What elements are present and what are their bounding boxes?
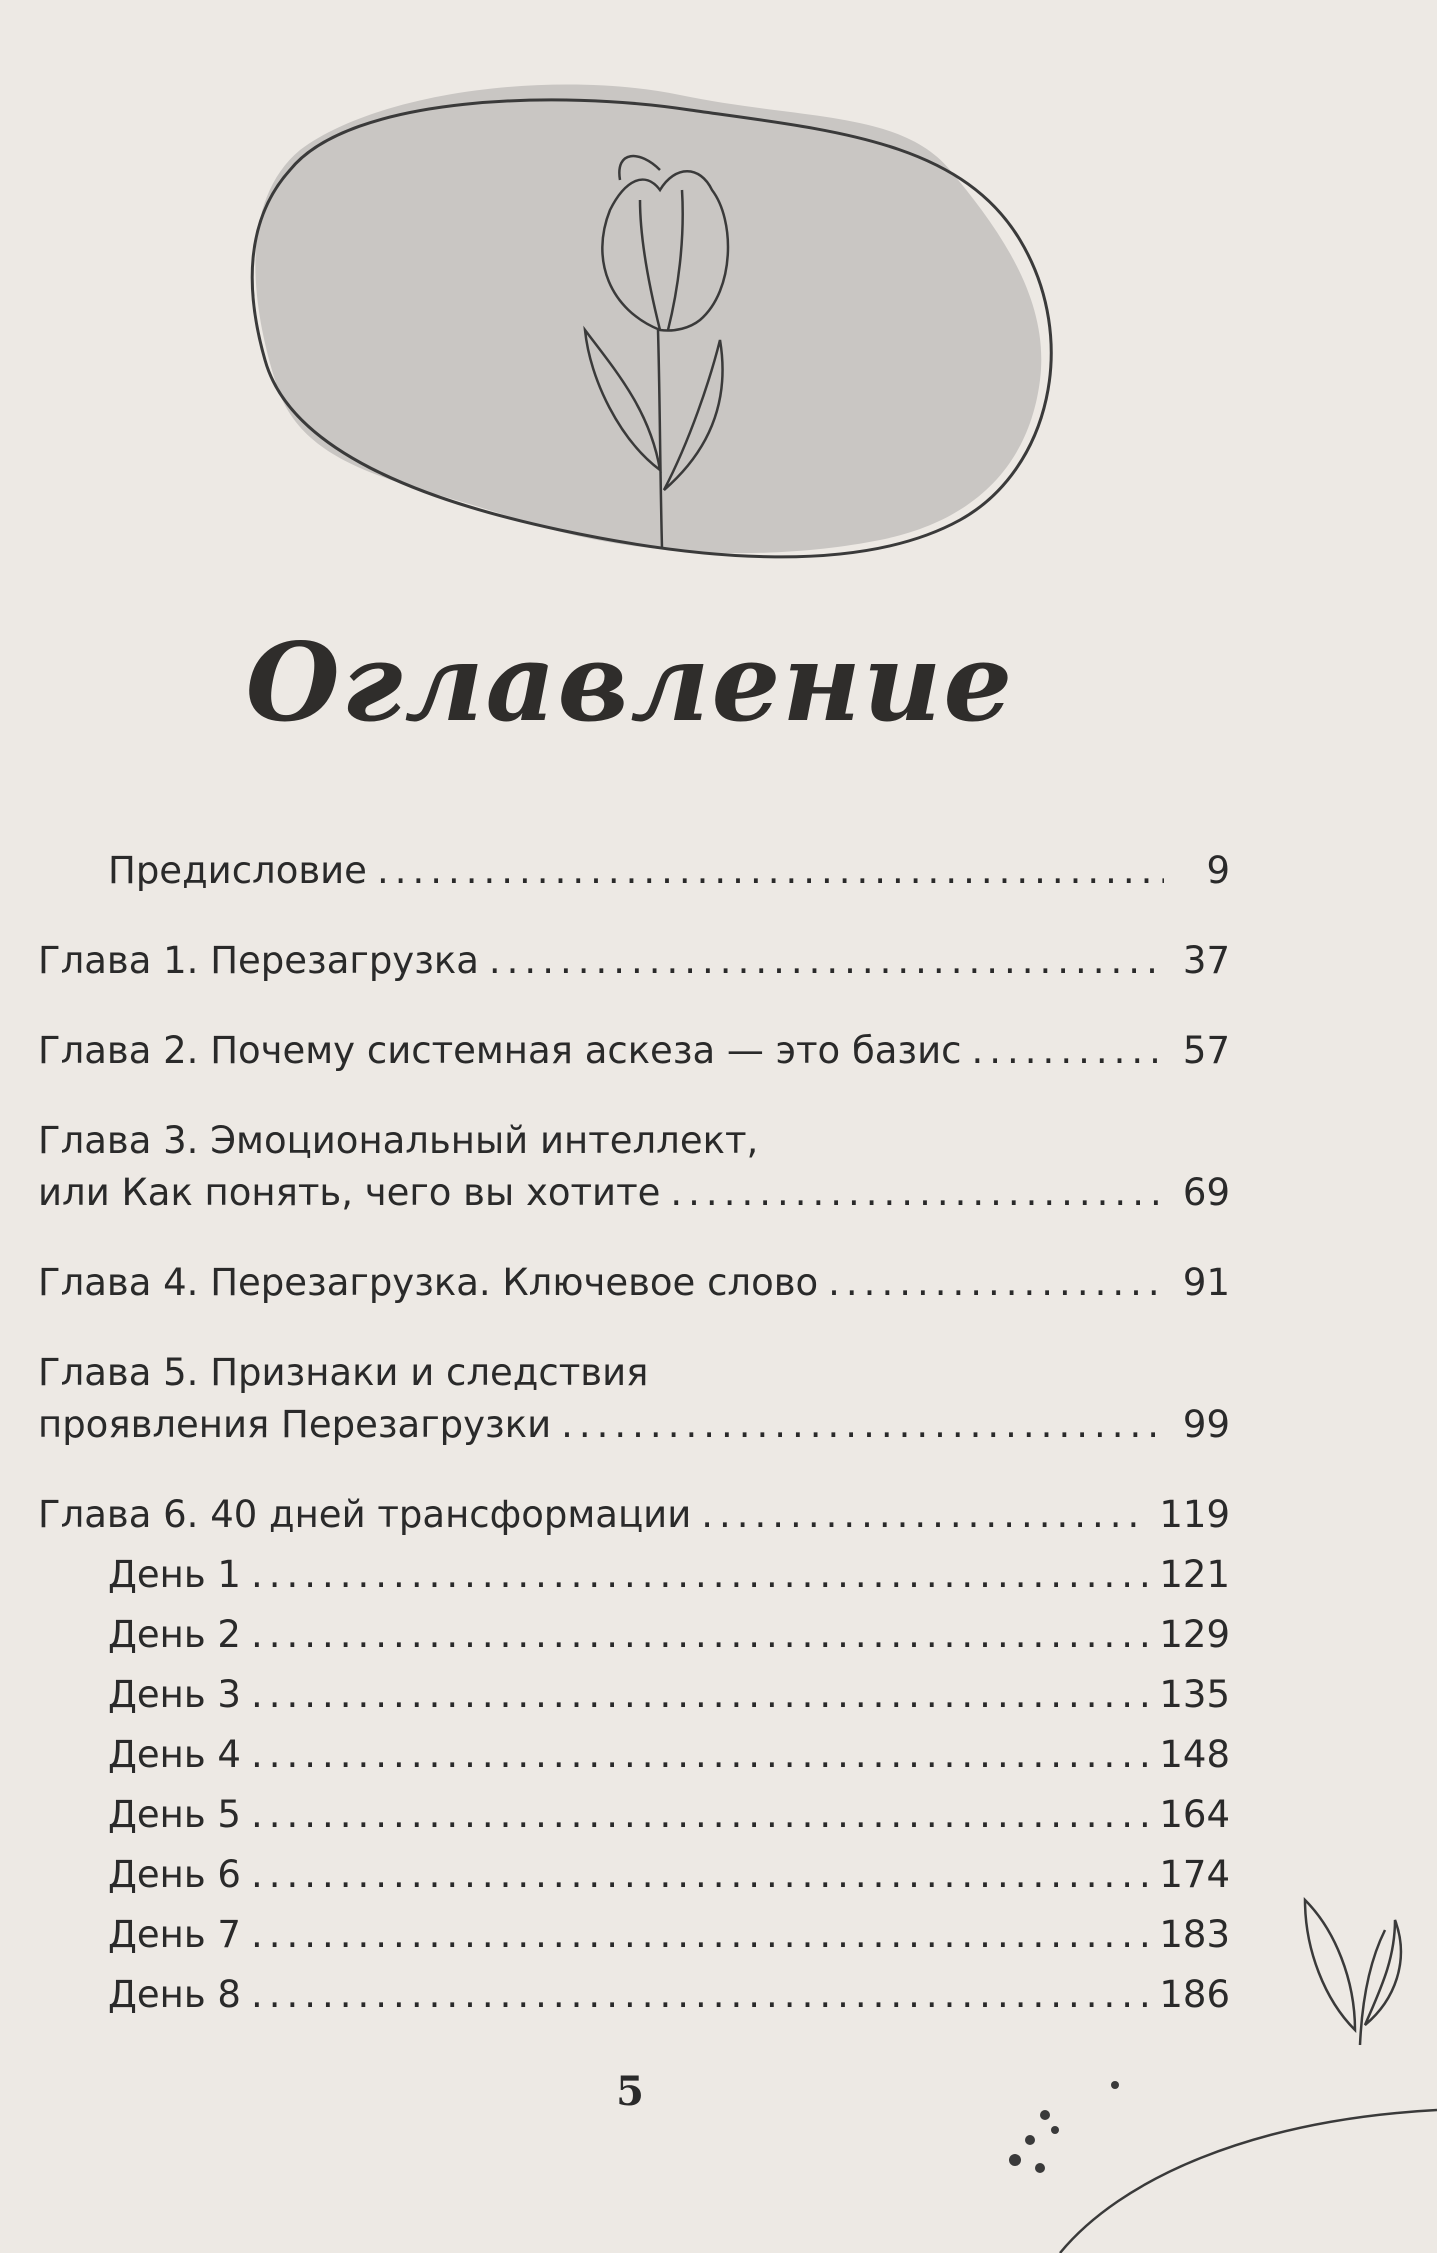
toc-page-number: 135 — [1159, 1673, 1230, 1716]
toc-entry[interactable] — [38, 1115, 1230, 1219]
toc-entry-line — [108, 1909, 1230, 1961]
toc-entry-line — [108, 1669, 1230, 1721]
toc-entry[interactable] — [38, 1489, 1230, 1541]
toc-entry-title: Глава 5. Признаки и следствия — [38, 1351, 649, 1394]
toc-entry[interactable] — [38, 935, 1230, 987]
toc-page-number: 129 — [1159, 1613, 1230, 1656]
dot-leader — [828, 1257, 1164, 1309]
dot-leader — [251, 1729, 1149, 1781]
toc-entry-line — [108, 1609, 1230, 1661]
toc-day-title: День 4 — [108, 1733, 241, 1776]
toc-entry-line — [38, 1115, 1230, 1167]
toc-day-title: День 2 — [108, 1613, 241, 1656]
dot-leader — [251, 1969, 1149, 2021]
dot-leader — [701, 1489, 1149, 1541]
toc-day-entry[interactable] — [38, 1609, 1230, 1661]
toc-entry-line — [38, 1025, 1230, 1077]
page-title: Оглавление — [245, 620, 1015, 746]
dot-leader — [561, 1399, 1164, 1451]
toc-entry-line — [108, 1849, 1230, 1901]
toc-entry-title: Глава 4. Перезагрузка. Ключевое слово — [38, 1261, 819, 1304]
toc-day-entry[interactable] — [38, 1849, 1230, 1901]
toc-day-title: День 6 — [108, 1853, 241, 1896]
toc-page-number: 57 — [1182, 1029, 1230, 1072]
toc-entry-line — [108, 1729, 1230, 1781]
dot-leader — [251, 1849, 1149, 1901]
toc-entry-line — [38, 1167, 1230, 1219]
toc-entry-line — [38, 1347, 1230, 1399]
toc-entry[interactable] — [38, 845, 1230, 897]
toc-entry[interactable] — [38, 1347, 1230, 1451]
toc-page-number: 99 — [1182, 1403, 1230, 1446]
toc-day-entry[interactable] — [38, 1669, 1230, 1721]
toc-day-entry[interactable] — [38, 1969, 1230, 2021]
toc-entry-line — [38, 1399, 1230, 1451]
toc-page-number: 119 — [1159, 1493, 1230, 1536]
dot-leader — [251, 1789, 1149, 1841]
leaf-sprig-icon — [1305, 1900, 1401, 2045]
toc-day-entry[interactable] — [38, 1549, 1230, 1601]
dot-leader — [251, 1669, 1149, 1721]
toc-entry-title: Предисловие — [108, 849, 367, 892]
toc-entry[interactable] — [38, 1025, 1230, 1077]
toc-page-number: 164 — [1159, 1793, 1230, 1836]
table-of-contents — [38, 845, 1230, 2021]
toc-day-title: День 5 — [108, 1793, 241, 1836]
toc-entry-line — [38, 1489, 1230, 1541]
toc-day-title: День 7 — [108, 1913, 241, 1956]
toc-entry-line — [108, 1789, 1230, 1841]
toc-day-title: День 1 — [108, 1553, 241, 1596]
toc-entry-title: Глава 3. Эмоциональный интеллект, — [38, 1119, 759, 1162]
toc-entry-line — [108, 1549, 1230, 1601]
toc-entry-line — [38, 1257, 1230, 1309]
toc-entry-line — [38, 845, 1230, 897]
toc-entry[interactable] — [38, 1257, 1230, 1309]
dot-leader — [972, 1025, 1164, 1077]
toc-day-title: День 3 — [108, 1673, 241, 1716]
toc-day-entry[interactable] — [38, 1789, 1230, 1841]
toc-page-number: 9 — [1206, 849, 1230, 892]
toc-day-entry[interactable] — [38, 1729, 1230, 1781]
dot-leader — [251, 1549, 1149, 1601]
toc-page-number: 37 — [1182, 939, 1230, 982]
toc-page-number: 91 — [1182, 1261, 1230, 1304]
dot-leader — [377, 845, 1164, 897]
toc-entry-title: или Как понять, чего вы хотите — [38, 1171, 661, 1214]
gray-blob-shape — [255, 84, 1041, 553]
dot-leader — [670, 1167, 1164, 1219]
toc-entry-title: Глава 1. Перезагрузка — [38, 939, 479, 982]
toc-entry-title: Глава 6. 40 дней трансформации — [38, 1493, 692, 1536]
toc-day-entry[interactable] — [38, 1909, 1230, 1961]
toc-page-number: 148 — [1159, 1733, 1230, 1776]
dot-leader — [251, 1909, 1149, 1961]
dot-leader — [251, 1609, 1149, 1661]
toc-entry-line — [108, 1969, 1230, 2021]
decorative-curve — [1060, 2110, 1437, 2253]
toc-entry-title: проявления Перезагрузки — [38, 1403, 552, 1446]
toc-page-number: 174 — [1159, 1853, 1230, 1896]
toc-page-number: 69 — [1182, 1171, 1230, 1214]
toc-page-number: 121 — [1159, 1553, 1230, 1596]
toc-entry-line — [38, 935, 1230, 987]
toc-entry-title: Глава 2. Почему системная аскеза — это базис — [38, 1029, 962, 1072]
toc-day-title: День 8 — [108, 1973, 241, 2016]
dot-leader — [489, 935, 1164, 987]
page-number: 5 — [616, 2068, 644, 2115]
toc-page-number: 186 — [1159, 1973, 1230, 2016]
toc-page-number: 183 — [1159, 1913, 1230, 1956]
